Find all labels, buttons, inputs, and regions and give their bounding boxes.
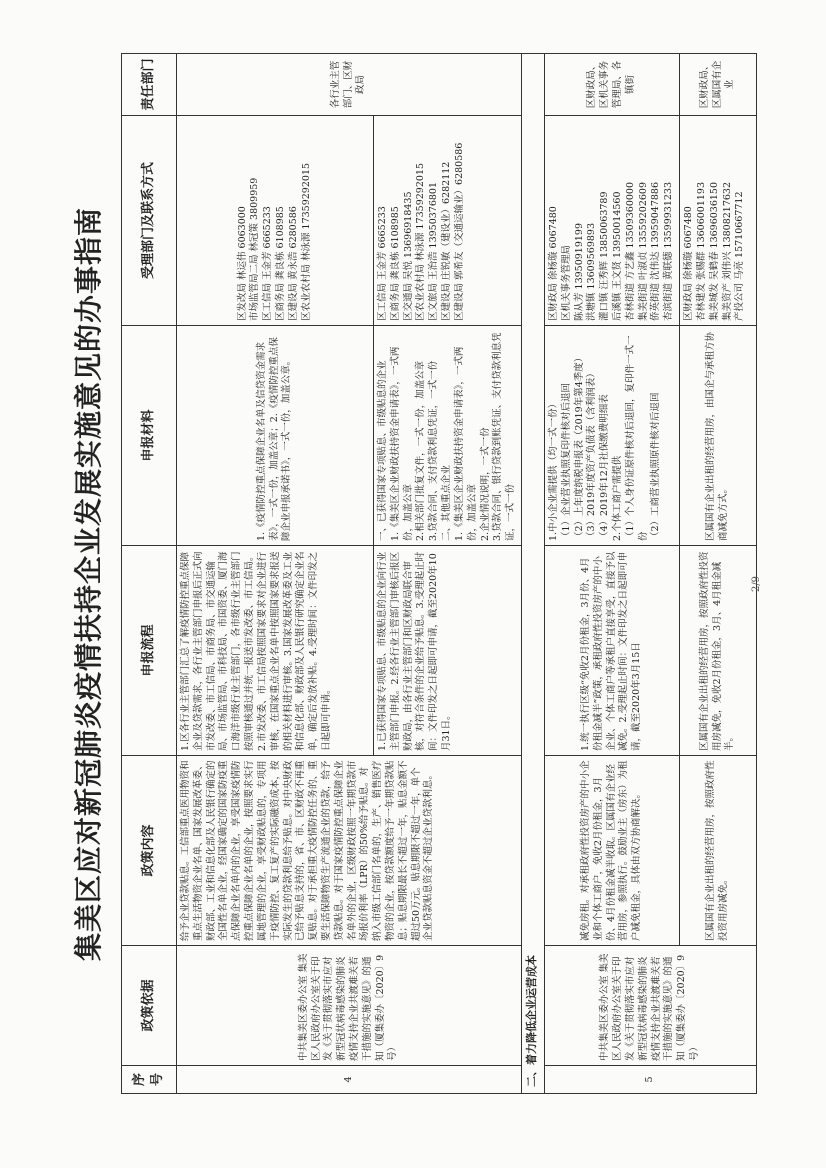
contact-text: 区工信局 王金芳 6665233 区商务局 龚良栋 6108985 区交通局 吴悦 13696918435 区农业农村局 林泳源 17359292015 区文旅局 王治浩 13950376801 区建设局 庄锐敏（建设业）6282112 区建设局 郭希友（交通运输业）6280586 (374, 116, 522, 326)
materials-text: 一、已获得国家专项贴息、市级贴息的企业 1.《集美区企业财政扶持资金申请表》，一式两份，加盖公章 2.相关部门批复文件，一式一份，加盖公章 3.贷款合同、支付贷款利息凭证，一式一份 二、其他重点企业 1.《集美区企业财政扶持资金申请表》，一式两份，加盖公章 2.企业情况说明，一式一份 3.贷款合同、银行贷款到账凭证、支付贷款利息凭证，一式一份 (374, 326, 522, 546)
materials-text: 1.中小企业需提供（均一式一份） （1）企业营业执照复印件核对后退回 （2）上年度纳税申报表（2019年第4季度） （3）2019年度资产负债表（含利润表） （4）2019年12月社保缴费明细表 2.个体工商户需提供 （1）个人身份证原件核对后退回，复印件一式一份 （2）工商营业执照原件核对后退回 (544, 326, 679, 546)
process-text: 区属国有企业出租的经营用房，按照政府性投资用房减免，免收2月份租金，3月、4月租金减半。 (680, 546, 757, 756)
materials-text: 区属国有企业出租的经营用房，由国企与承租方协商减免方式。 (680, 326, 757, 546)
policy-content: 区属国有企业出租的经营用房，按照政府性投资用房减免。 (680, 756, 757, 946)
process-text: 1.统一执行区级“免收2月份租金，3月份、4月份租金减半”政策，承租政府性投资房产的中小企业、个体工商户等承租户直接享受，直接予以减免。2.受理起止时间：文件印发之日起即可申请，截至2020年3月15日 (544, 546, 679, 756)
policy-content: 给予企业贷款贴息。工信部重点医用物资和重点生活物资企业名单、国家发展改革委、财政部、工业和信息化部及人民银行确定的全国性名单企业，经国家确定的国家防疫重点保障企业名单内的企业，享受国家疫情防控重点保障企业名单的企业，按照要求实行属地管理的企业，享受财政贴息的，专项用于疫情防控、复工复产的实际融资成本，按实际发生的贷款利息给予贴息。对中央财政已给予贴息支持的，省、市、区财政不再重复贴息。对于承担重大疫情防控任务的、重要生活保障物资生产流通企业的贷款，给予贷款贴息。对于国家疫情防控重点保障企业名单外的企业，区级财政按照一年期贷款市场报价利率（LPR）的50%给予贴息。对纳入市级工信部门名单的，生产、销售医疗物资的企业，按贷款额度给予一年期贷款贴息；贴息期限最长不超过一年，贴息金额不超过50万元。贴息期限不超过一年，单个企业贷款贴息资金不超过企业贷款利息。 (177, 756, 522, 946)
responsible-dept: 各行业主管部门、区财政局 (177, 54, 522, 116)
page-number: 2/9 (751, 575, 762, 593)
contact-text: 区财政局 徐杨璇 6067480 区机关事务管理局 陈从芳 13950919199 洪塘镇 13609569893 灌口镇 汪秀辉 13850063789 后溪镇 王文贤 13950014560 杏林街道 方艺鑫 13509360000 集美街道 叶淑贞 13559202609 侨英街道 沈伟达 13959047886 杏滨街道 黄联德 13599931233 (544, 116, 679, 326)
policy-table (121, 53, 757, 1094)
rotated-content (63, 34, 763, 1134)
header-dept: 责任部门 (122, 54, 177, 116)
process-text: 1.区各行业主管部门汇总了解疫情防控重点保障企业及贷款需求，各行业主管部门申报后正式向市发改委、市工信局、市商务局、市交通运输局、市场监管局、市科技局、市国资委、厦门海口海洋市级行业主管部门，各市级行业主管部门按照审核通过并统一报送市发改委、市工信局。2.市发改委、市工信局按照国家要求对企业进行审核，在国家重点企业名单中按照国家要求报送的相关材料进行审核。3.国家发展改革委及工业和信息化部、财政部及人民银行研究确定企业名单，确定后发放补贴。4.受理时间：文件印发之日起即可申请。 (177, 546, 374, 756)
table-row (544, 54, 679, 1094)
header-process: 申报流程 (122, 546, 177, 756)
responsible-dept: 区财政局、区属国有企业 (680, 54, 757, 116)
row-number: 4 (177, 1066, 522, 1094)
header-row (122, 54, 177, 1094)
policy-content: 减免房租。对承租政府性投资房产的中小企业和个体工商户，免收2月份租金，3月份、4月份租金减半收取。区属国有企业经营用房，参照执行。鼓励业主（房东）为租户减免租金，具体由双方协商解决。 (544, 756, 679, 946)
row-number: 5 (544, 1066, 756, 1094)
header-basis: 政策依据 (122, 946, 177, 1066)
policy-basis: 中共集美区委办公室 集美区人民政府办公室关于印发《关于贯彻落实市应对新型冠状病毒感染的肺炎疫情支持企业共渡难关若干措施的实施意见》的通知（厦集委办〔2020〕9号） (544, 946, 756, 1066)
header-materials: 申报材料 (122, 326, 177, 546)
header-seq: 序号 (122, 1066, 177, 1094)
page-title: 集美区应对新冠肺炎疫情扶持企业发展实施意见的办事指南 (72, 207, 105, 962)
header-content: 政策内容 (122, 756, 177, 946)
section-row (521, 54, 544, 1094)
process-text: 1.已获得国家专项贴息、市级贴息的企业向行业主管部门申报。2.经各行业主管部门审核后报区财政局，由各行业主管部门和区财政局联合审核，对符合条件的企业给予贴息。3.受理起止时间：文件印发之日起即可申请，截至2020年10月31日。 (374, 546, 522, 756)
materials-text: 1.《疫情防控重点保障企业名单及信贷资金需求表》，一式一份，加盖公章；2.《疫情防控重点保障企业申报承诺书》，一式一份，加盖公章。 (177, 326, 374, 546)
table-row (177, 54, 374, 1094)
section-heading: 二、着力降低企业运营成本 (521, 54, 544, 1094)
header-contact: 受理部门及联系方式 (122, 116, 177, 326)
table-row (680, 54, 757, 1094)
responsible-dept: 区财政局、区机关事务管理局、各镇街 (544, 54, 679, 116)
contact-text: 区发改局 林运伟 6063000 市场监管局二局 林冠策 3809959 区工信局 王金芳 6665233 区商务局 龚良栋 6108985 区建设局 黄永浩 6280586 区农业农村局 林泳源 17359292015 (177, 116, 374, 326)
policy-basis: 中共集美区委办公室 集美区人民政府办公室关于印发《关于贯彻落实市应对新型冠状病毒感染的肺炎疫情支持企业共渡难关若干措施的实施意见》的通知（厦集委办〔2020〕9号） (177, 946, 522, 1066)
contact-text: 区财政局 徐杨璇 6067480 杏林建发 张赐群 13606001193 集美城发 吴鹤春 13696036150 集美资产 刘伟兴 13808217632 产投公司 马亮 15710667712 (680, 116, 757, 326)
